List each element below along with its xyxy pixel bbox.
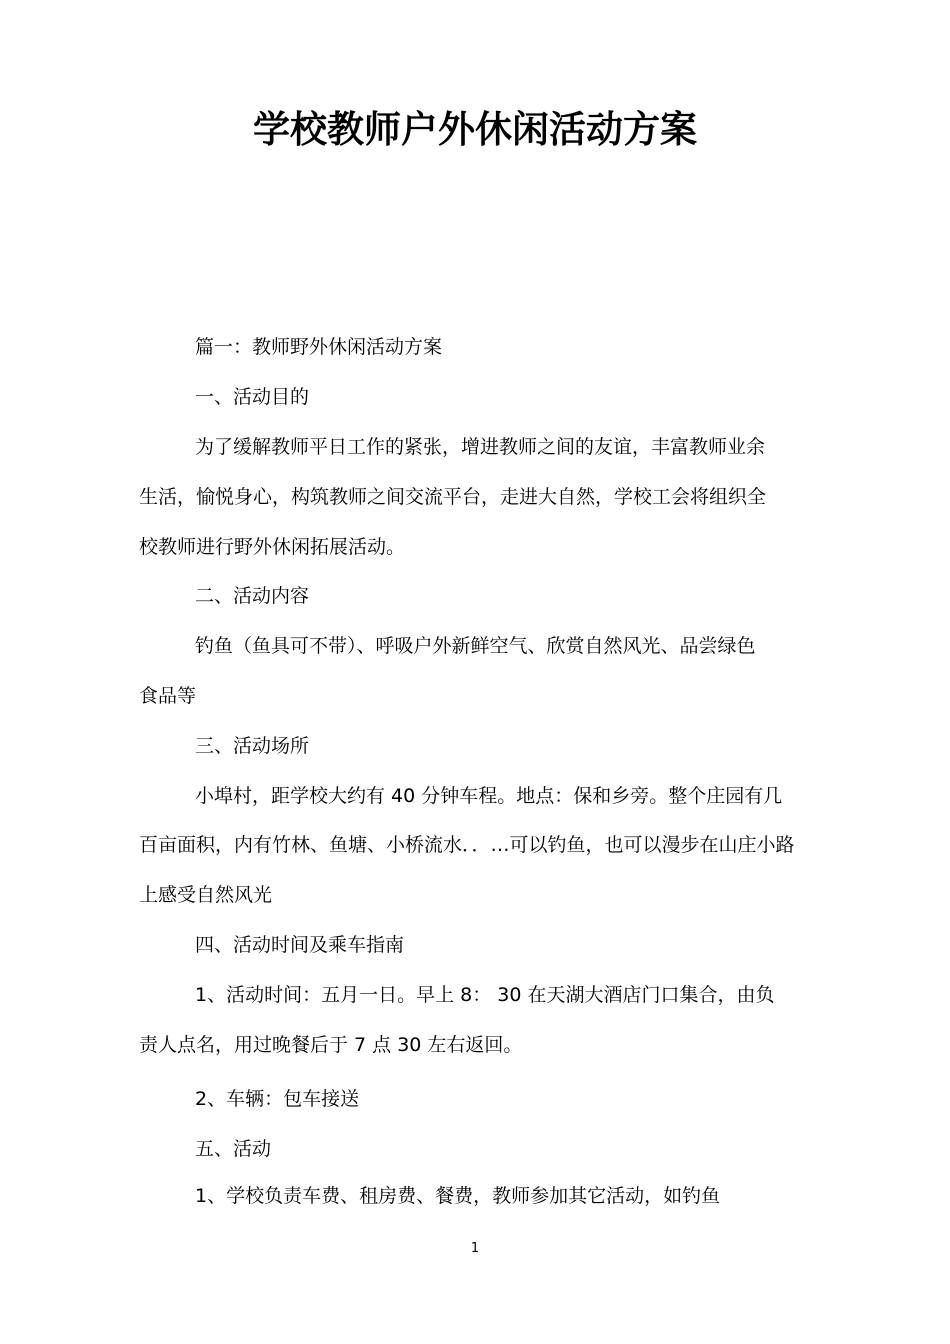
section-heading-purpose: 一、活动目的 — [195, 386, 310, 408]
page-number: 1 — [470, 1241, 480, 1256]
document-title: 学校教师户外休闲活动方案 — [253, 108, 697, 151]
paragraph-line: 校教师进行野外休闲拓展活动。 — [139, 536, 406, 558]
paragraph-line: 1、学校负责车费、租房费、餐费，教师参加其它活动，如钓鱼 — [195, 1185, 721, 1207]
paragraph-line: 责人点名，用过晚餐后于 7 点 30 左右返回。 — [139, 1034, 523, 1056]
section-heading-venue: 三、活动场所 — [195, 735, 310, 757]
paragraph-line: 2、车辆：包车接送 — [195, 1088, 360, 1110]
paragraph-line: 钓鱼（鱼具可不带）、呼吸户外新鲜空气、欣赏自然风光、品尝绿色 — [195, 635, 756, 657]
section-heading-time: 四、活动时间及乘车指南 — [195, 934, 405, 956]
section-heading-activity: 五、活动 — [195, 1138, 272, 1160]
paragraph-line: 百亩面积，内有竹林、鱼塘、小桥流水．．…可以钓鱼，也可以漫步在山庄小路 — [139, 834, 795, 856]
paragraph-line: 小埠村，距学校大约有 40 分钟车程。地点：保和乡旁。整个庄园有几 — [195, 785, 783, 807]
paragraph-line: 生活，愉悦身心，构筑教师之间交流平台，走进大自然，学校工会将组织全 — [139, 486, 767, 508]
paragraph-line: 上感受自然风光 — [139, 884, 273, 906]
section-heading-chapter: 篇一：教师野外休闲活动方案 — [195, 336, 443, 358]
section-heading-content: 二、活动内容 — [195, 585, 310, 607]
paragraph-line: 为了缓解教师平日工作的紧张，增进教师之间的友谊，丰富教师业余 — [195, 436, 766, 458]
paragraph-line: 1、活动时间：五月一日。早上 8： 30 在天湖大酒店门口集合，由负 — [195, 984, 775, 1006]
paragraph-line: 食品等 — [139, 685, 197, 707]
